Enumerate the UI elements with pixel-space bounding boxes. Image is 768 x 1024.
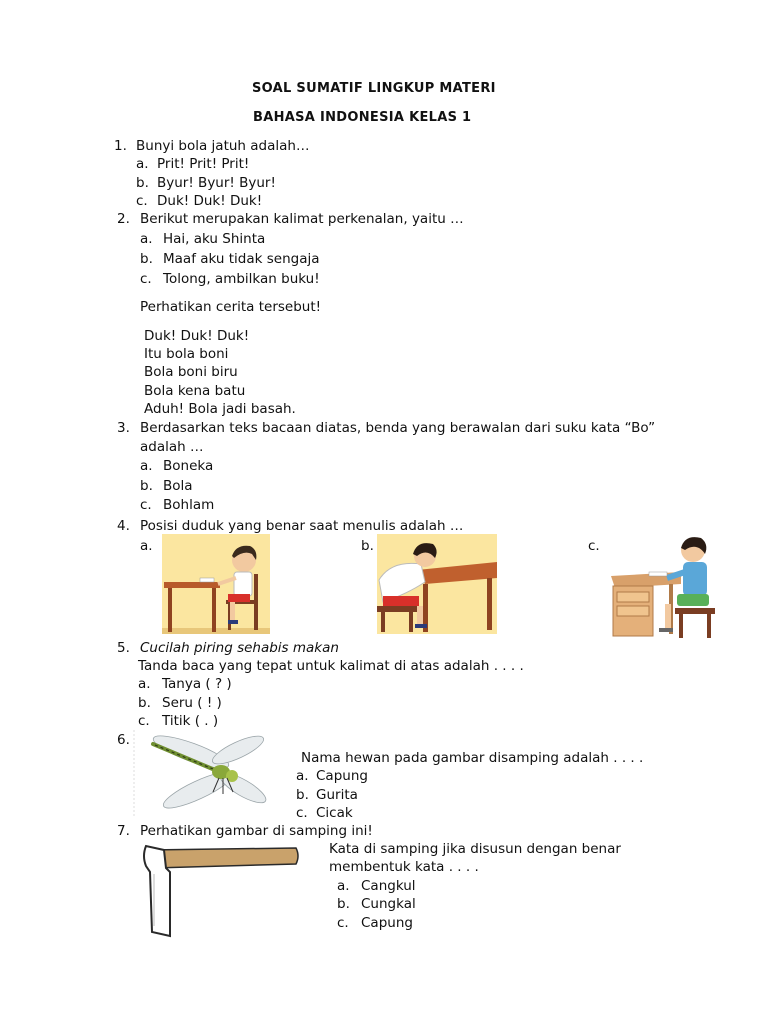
q7-option-a-letter: a. (337, 878, 350, 894)
q2-option-b-letter: b. (140, 251, 153, 267)
q7-hoe-image (140, 842, 302, 938)
q6-option-a-letter: a. (296, 768, 309, 784)
q7-option-a: Cangkul (361, 878, 416, 894)
q4-image-b (377, 534, 497, 634)
q5-option-b-letter: b. (138, 695, 151, 711)
q1-option-c: Duk! Duk! Duk! (157, 193, 263, 209)
q5-option-b: Seru ( ! ) (162, 695, 222, 711)
q5-sentence: Cucilah piring sehabis makan (140, 640, 339, 656)
q5-question: Tanda baca yang tepat untuk kalimat di atas adalah . . . . (138, 658, 524, 674)
q5-option-c-letter: c. (138, 713, 150, 729)
q3-option-a: Boneka (163, 458, 214, 474)
q1-option-c-letter: c. (136, 193, 148, 209)
q6-dragonfly-image (133, 730, 285, 816)
q4-label-a: a. (140, 538, 153, 554)
q6-option-b: Gurita (316, 787, 358, 803)
q3-question: Berdasarkan teks bacaan diatas, benda yang berawalan dari suku kata “Bo” (140, 420, 656, 436)
q3-option-a-letter: a. (140, 458, 153, 474)
q5-option-a: Tanya ( ? ) (162, 676, 232, 692)
q7-instruction: Kata di samping jika disusun dengan benar (329, 841, 621, 857)
q2-option-c: Tolong, ambilkan buku! (163, 271, 320, 287)
q6-number: 6. (117, 732, 130, 748)
q7-option-b: Cungkal (361, 896, 416, 912)
story-line: Aduh! Bola jadi basah. (144, 401, 296, 417)
q7-question: Perhatikan gambar di samping ini! (140, 823, 373, 839)
q3-option-b: Bola (163, 478, 193, 494)
q2-number: 2. (117, 211, 130, 227)
q1-option-b: Byur! Byur! Byur! (157, 175, 276, 191)
q2-question: Berikut merupakan kalimat perkenalan, yaitu … (140, 211, 464, 227)
q6-option-b-letter: b. (296, 787, 309, 803)
q4-number: 4. (117, 518, 130, 534)
q2-option-c-letter: c. (140, 271, 152, 287)
q2-option-b: Maaf aku tidak sengaja (163, 251, 320, 267)
q5-option-a-letter: a. (138, 676, 151, 692)
story-line: Bola boni biru (144, 364, 238, 380)
story-line: Bola kena batu (144, 383, 246, 399)
q5-option-c: Titik ( . ) (162, 713, 219, 729)
q3-option-c: Bohlam (163, 497, 215, 513)
story-line: Duk! Duk! Duk! (144, 328, 250, 344)
q3-question-cont: adalah … (140, 439, 204, 455)
q3-option-c-letter: c. (140, 497, 152, 513)
q7-instruction-cont: membentuk kata . . . . (329, 859, 479, 875)
q4-image-c (609, 532, 729, 640)
q1-option-a-letter: a. (136, 156, 149, 172)
q7-number: 7. (117, 823, 130, 839)
q7-option-c-letter: c. (337, 915, 349, 931)
document-title: SOAL SUMATIF LINGKUP MATERI (252, 81, 496, 96)
q4-image-a (162, 534, 270, 634)
q3-number: 3. (117, 420, 130, 436)
q6-option-a: Capung (316, 768, 368, 784)
q1-option-b-letter: b. (136, 175, 149, 191)
q7-option-b-letter: b. (337, 896, 350, 912)
q4-label-c: c. (588, 538, 600, 554)
q1-number: 1. (114, 138, 127, 154)
q6-question: Nama hewan pada gambar disamping adalah . . . . (301, 750, 644, 766)
q6-option-c-letter: c. (296, 805, 308, 821)
q2-option-a: Hai, aku Shinta (163, 231, 266, 247)
q7-option-c: Capung (361, 915, 413, 931)
q2-option-a-letter: a. (140, 231, 153, 247)
q1-option-a: Prit! Prit! Prit! (157, 156, 250, 172)
q4-question: Posisi duduk yang benar saat menulis adalah … (140, 518, 464, 534)
q5-number: 5. (117, 640, 130, 656)
q4-label-b: b. (361, 538, 374, 554)
story-intro: Perhatikan cerita tersebut! (140, 299, 322, 315)
document-subtitle: BAHASA INDONESIA KELAS 1 (253, 110, 472, 125)
q3-option-b-letter: b. (140, 478, 153, 494)
q1-question: Bunyi bola jatuh adalah… (136, 138, 310, 154)
story-line: Itu bola boni (144, 346, 229, 362)
q6-option-c: Cicak (316, 805, 353, 821)
